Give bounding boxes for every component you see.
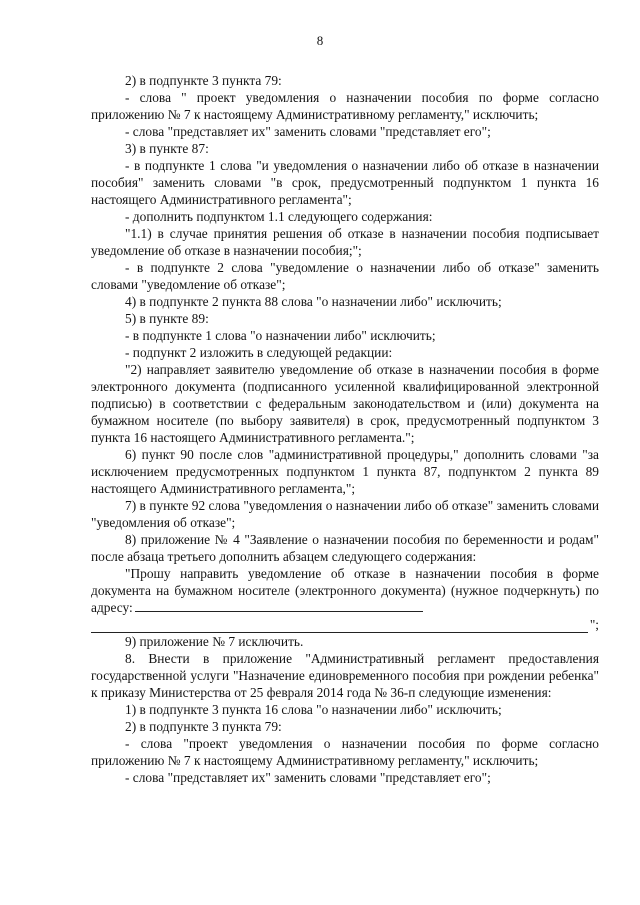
paragraph: 1) в подпункте 3 пункта 16 слова "о назначении либо" исключить; xyxy=(125,702,502,717)
paragraph: 2) в подпункте 3 пункта 79: xyxy=(125,719,282,734)
address-closing-quote: "; xyxy=(589,617,599,632)
paragraph: - слова "проект уведомления о назначении пособия по форме согласно приложению № 7 к настоящему Административному регламенту," исключить; xyxy=(91,736,599,768)
paragraph: - дополнить подпунктом 1.1 следующего содержания: xyxy=(125,209,433,224)
paragraph: "2) направляет заявителю уведомление об отказе в назначении пособия в форме электронного документа (подписанного усиленной квалифицированной электронной подписью) в соответствии с федеральным законодательством и (или) документа на бумажном носителе (по выбору заявителя) в срок, предусмотренный подпунктом 3 пункта 16 настоящего Административного регламента."; xyxy=(91,362,599,445)
paragraph: - в подпункте 1 слова "о назначении либо" исключить; xyxy=(125,328,436,343)
address-fill-line xyxy=(135,600,423,612)
paragraph: - слова "представляет их" заменить словами "представляет его"; xyxy=(125,124,491,139)
paragraph: - подпункт 2 изложить в следующей редакции: xyxy=(125,345,393,360)
paragraph: "1.1) в случае принятия решения об отказе в назначении пособия подписывает уведомление об отказе в назначении пособия;"; xyxy=(91,226,599,258)
paragraph: - в подпункте 2 слова "уведомление о назначении либо об отказе" заменить словами "уведомление об отказе"; xyxy=(91,260,599,292)
address-fill-line-2 xyxy=(91,621,588,633)
paragraph: 8. Внести в приложение "Административный регламент предоставления государственной услуги "Назначение единовременного пособия при рождении ребенка" к приказу Министерства от 25 февраля 2014 года № 36-п следующие изменения: xyxy=(91,651,599,700)
document-body xyxy=(91,72,599,786)
paragraph: - слова " проект уведомления о назначении пособия по форме согласно приложению № 7 к настоящему Административному регламенту," исключить; xyxy=(91,90,599,122)
paragraph: 9) приложение № 7 исключить. xyxy=(125,634,304,649)
paragraph: 4) в подпункте 2 пункта 88 слова "о назначении либо" исключить; xyxy=(125,294,502,309)
page-number: 8 xyxy=(316,33,324,48)
paragraph: 2) в подпункте 3 пункта 79: xyxy=(125,73,282,88)
paragraph: 3) в пункте 87: xyxy=(125,141,209,156)
paragraph: - слова "представляет их" заменить словами "представляет его"; xyxy=(125,770,491,785)
paragraph: 6) пункт 90 после слов "административной процедуры," дополнить словами "за исключением предусмотренных подпунктом 1 пункта 87, подпунктом 2 пункта 89 настоящего Административного регламента,"; xyxy=(91,447,599,496)
address-request-text: "Прошу направить уведомление об отказе в назначении пособия в форме документа на бумажном носителе (электронного документа) (нужное подчеркнуть) по адресу: xyxy=(91,566,599,615)
paragraph: 5) в пункте 89: xyxy=(125,311,209,326)
paragraph: 7) в пункте 92 слова "уведомления о назначении либо об отказе" заменить словами "уведомления об отказе"; xyxy=(91,498,599,530)
address-request-paragraph xyxy=(91,565,599,616)
address-fill-row xyxy=(91,616,599,633)
paragraph: 8) приложение № 4 "Заявление о назначении пособия по беременности и родам" после абзаца третьего дополнить абзацем следующего содержания: xyxy=(91,532,599,564)
paragraph: - в подпункте 1 слова "и уведомления о назначении либо об отказе в назначении пособия" заменить словами "в срок, предусмотренный подпунктом 1 пункта 16 настоящего Административного регламента"; xyxy=(91,158,599,207)
